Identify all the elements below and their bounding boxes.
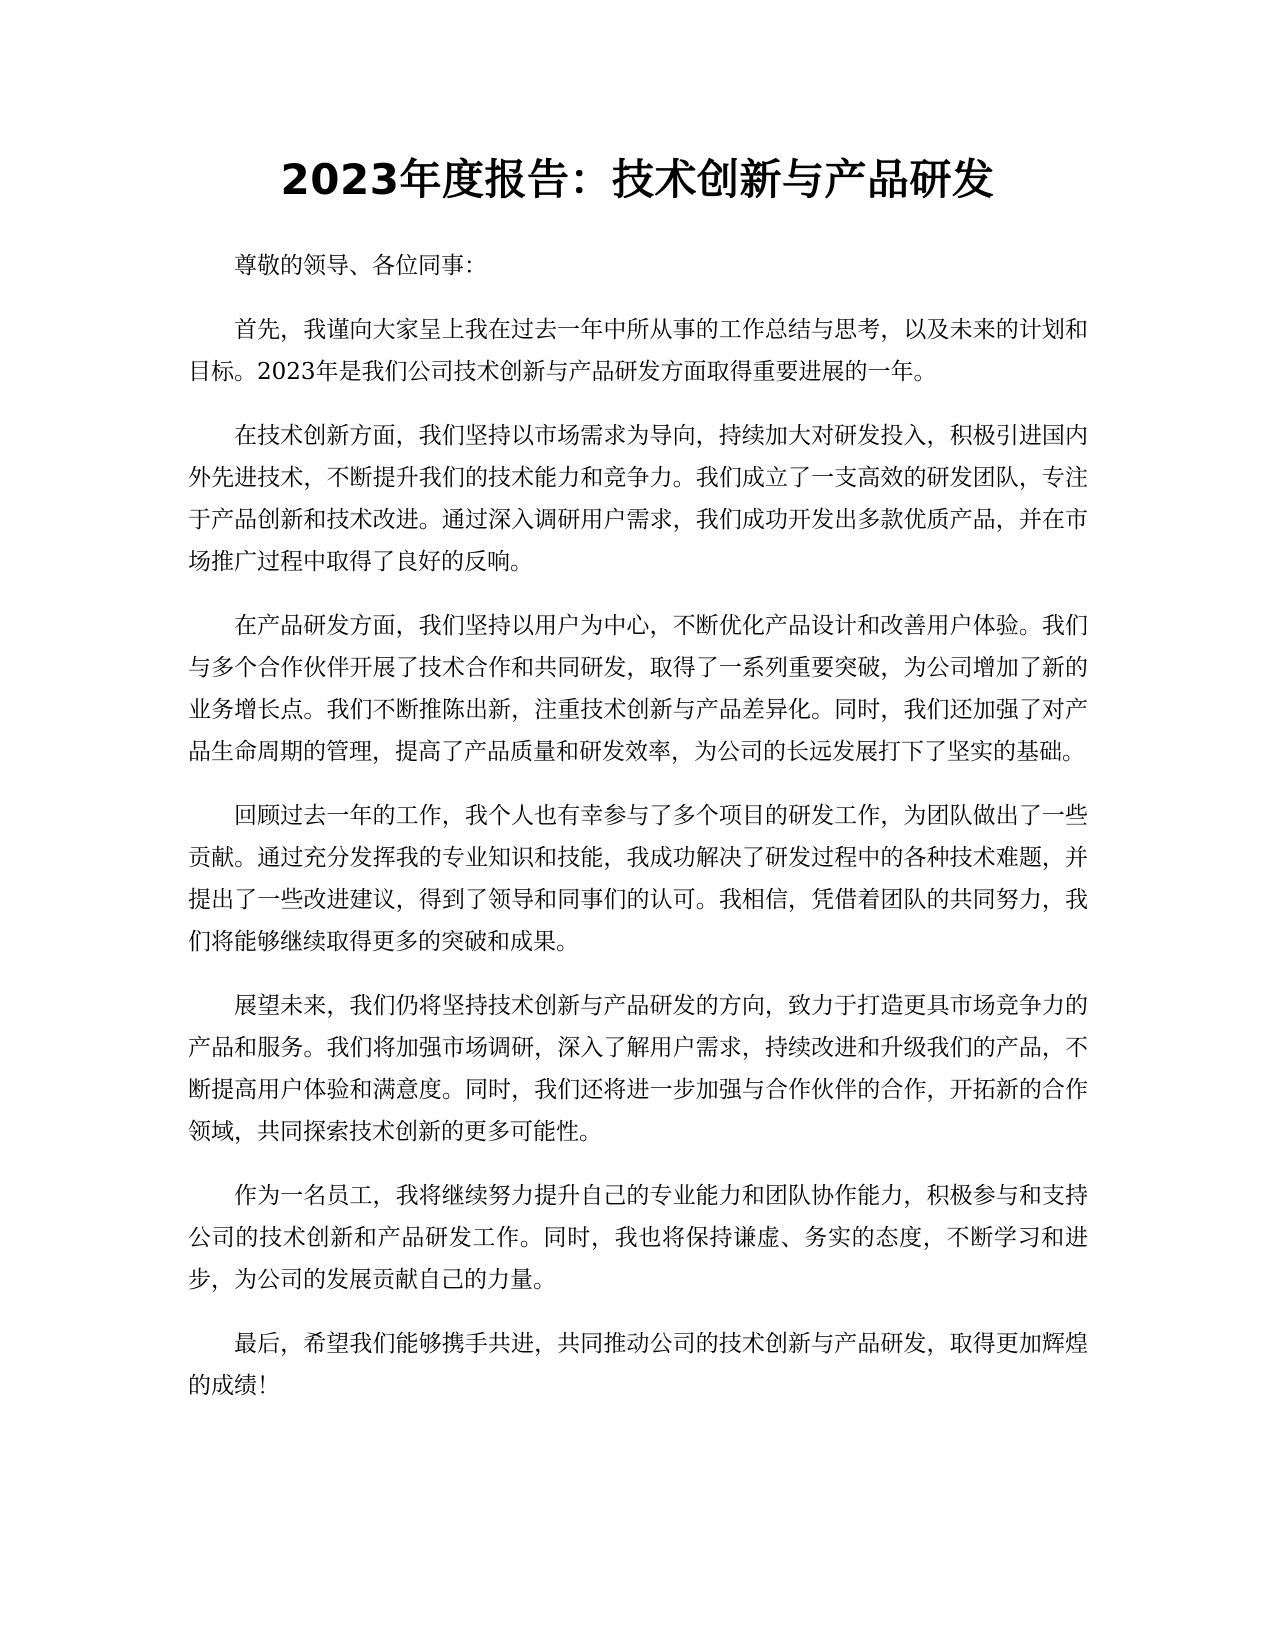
salutation: 尊敬的领导、各位同事： xyxy=(234,253,487,279)
paragraph-tech-innovation: 在技术创新方面，我们坚持以市场需求为导向，持续加大对研发投入，积极引进国内外先进技术，不断提升我们的技术能力和竞争力。我们成立了一支高效的研发团队，专注于产品创新和技术改进。通过深入调研用户需求，我们成功开发出多款优质产品，并在市场推广过程中取得了良好的反响。 xyxy=(188,423,1088,575)
paragraph-commitment: 作为一名员工，我将继续努力提升自己的专业能力和团队协作能力，积极参与和支持公司的技术创新和产品研发工作。同时，我也将保持谦虚、务实的态度，不断学习和进步，为公司的发展贡献自己的力量。 xyxy=(188,1183,1088,1293)
paragraph-intro: 首先，我谨向大家呈上我在过去一年中所从事的工作总结与思考，以及未来的计划和目标。2023年是我们公司技术创新与产品研发方面取得重要进展的一年。 xyxy=(188,317,1088,385)
document-title: 2023年度报告：技术创新与产品研发 xyxy=(280,155,995,204)
paragraph-product-rd: 在产品研发方面，我们坚持以用户为中心，不断优化产品设计和改善用户体验。我们与多个合作伙伴开展了技术合作和共同研发，取得了一系列重要突破，为公司增加了新的业务增长点。我们不断推陈出新，注重技术创新与产品差异化。同时，我们还加强了对产品生命周期的管理，提高了产品质量和研发效率，为公司的长远发展打下了坚实的基础。 xyxy=(188,613,1088,765)
paragraph-closing: 最后，希望我们能够携手共进，共同推动公司的技术创新与产品研发，取得更加辉煌的成绩！ xyxy=(188,1331,1088,1399)
paragraph-outlook: 展望未来，我们仍将坚持技术创新与产品研发的方向，致力于打造更具市场竞争力的产品和服务。我们将加强市场调研，深入了解用户需求，持续改进和升级我们的产品，不断提高用户体验和满意度。同时，我们还将进一步加强与合作伙伴的合作，开拓新的合作领域，共同探索技术创新的更多可能性。 xyxy=(188,993,1088,1145)
document-body xyxy=(188,245,1088,1429)
paragraph-personal-review: 回顾过去一年的工作，我个人也有幸参与了多个项目的研发工作，为团队做出了一些贡献。通过充分发挥我的专业知识和技能，我成功解决了研发过程中的各种技术难题，并提出了一些改进建议，得到了领导和同事们的认可。我相信，凭借着团队的共同努力，我们将能够继续取得更多的突破和成果。 xyxy=(188,803,1088,955)
